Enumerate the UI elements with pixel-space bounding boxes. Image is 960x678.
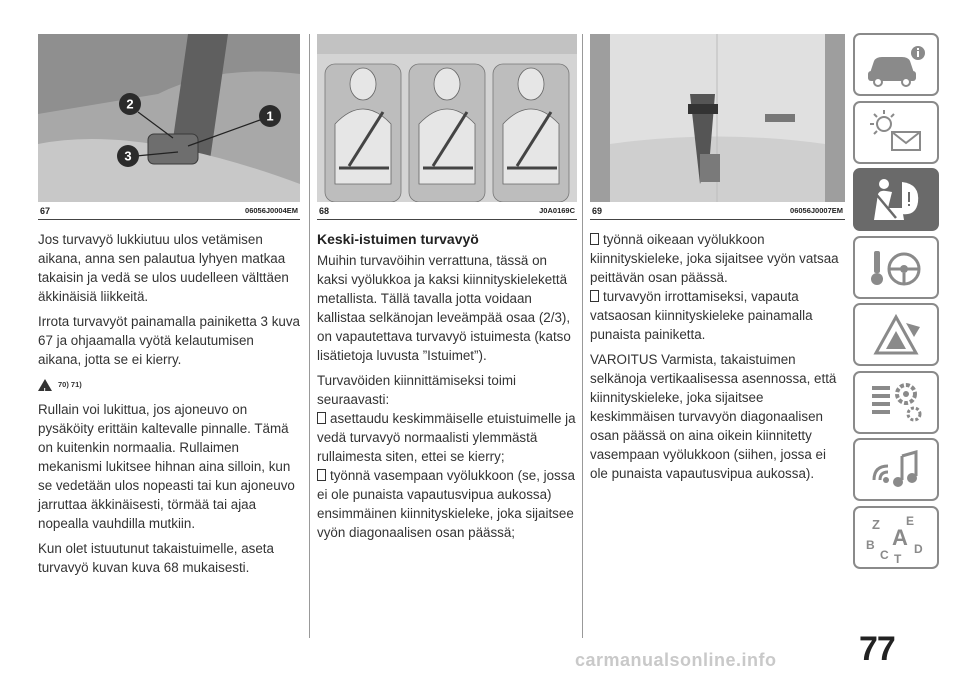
- tab-index[interactable]: [853, 506, 939, 569]
- section-heading: Keski-istuimen turvavyö: [317, 231, 479, 247]
- figure-code: J0A0169C: [539, 206, 575, 215]
- figure-code: 06056J0007EM: [790, 206, 843, 215]
- figure-number: 68: [319, 205, 330, 216]
- index-letter: D: [914, 542, 923, 556]
- watermark: carmanualsonline.info: [575, 650, 777, 670]
- dashboard-lights-icon: [862, 106, 930, 158]
- callout-3: 3: [124, 148, 132, 164]
- index-letter: A: [892, 525, 908, 550]
- index-letter: B: [866, 538, 875, 552]
- tab-starting-driving[interactable]: [853, 236, 939, 299]
- page-number: 77: [859, 630, 895, 668]
- figure-68-caption: [317, 202, 577, 220]
- maintenance-gears-icon: [862, 376, 930, 428]
- bullet-item: työnnä oikeaan vyölukkoon kiinnityskieleke, joka sijaitsee vyön vatsaa peittävän osan päässä.: [590, 230, 845, 287]
- bullet-item: työnnä vasempaan vyölukkoon (se, jossa ei ole punaista vapautusvipua aukossa) ensimmäinen kiinnityskieleke, joka sijaitsee vyön diagonaalisen osan päässä;: [317, 466, 577, 542]
- index-letter: Z: [872, 517, 880, 532]
- tab-safety[interactable]: [853, 168, 939, 231]
- figure-number: 69: [592, 205, 603, 216]
- figure-69-image: [590, 34, 845, 202]
- column-1-text: [38, 230, 300, 577]
- column-3-text: [590, 230, 845, 483]
- multimedia-icon: [862, 444, 930, 496]
- figure-number: 67: [40, 205, 51, 216]
- car-info-icon: [862, 39, 930, 91]
- paragraph: Jos turvavyö lukkiutuu ulos vetämisen aikana, anna sen palautua lyhyen matkaa takaisin ja vedä se ulos uudelleen välttäen äkkinäisiä liikkeitä.: [38, 232, 289, 304]
- tab-multimedia[interactable]: [853, 438, 939, 501]
- index-letter: E: [906, 514, 915, 528]
- bullet-item: asettaudu keskimmäiselle etuistuimelle ja vedä turvavyö normaalisti ylemmästä rullaimesta siten, ettei se kierry;: [317, 411, 576, 464]
- warning-ref-numbers: 70) 71): [58, 380, 82, 389]
- seatbelt-airbag-icon: [862, 174, 930, 226]
- column-2: [317, 34, 577, 548]
- tab-maintenance[interactable]: [853, 371, 939, 434]
- tab-dashboard-lights[interactable]: [853, 101, 939, 164]
- callout-1: 1: [266, 108, 274, 124]
- index-letter: C: [880, 548, 889, 562]
- tab-car-info[interactable]: [853, 33, 939, 96]
- column-2-text: [317, 230, 577, 542]
- paragraph: Rullain voi lukittua, jos ajoneuvo on pysäköity erittäin kaltevalle pinnalle. Tämä on kuitenkin normaalia. Rullaimen mekanismi lukitsee hihnan aina silloin, kun se vedetään ulos nopeasti tai kun ajoneuvo jarruttaa äkkinäisesti, törmää tai ajaa nopealla vauhdilla mutkiin.: [38, 402, 295, 531]
- figure-67-image: [38, 34, 300, 202]
- index-letter: T: [894, 552, 902, 563]
- column-divider: [582, 34, 583, 638]
- paragraph: Irrota turvavyöt painamalla painiketta 3 kuva 67 ja ohjaamalla vyötä kelautumisen aikana, jotta se ei kierry.: [38, 314, 301, 367]
- bullet-item: turvavyön irrottamiseksi, vapauta vatsaosan kiinnityskieleke painamalla punaista painiketta.: [590, 287, 845, 344]
- chapter-tabs: [853, 33, 939, 573]
- paragraph: Muihin turvavöihin verrattuna, tässä on kaksi vyölukkoa ja kaksi kiinnityskielekettä metallista. Tällä tavalla jotta voidaan kallistaa selkänojan leveämpää osaa (2/3), on vapautettava turvavyö istuimesta (katso lisätietoja luvusta ”Istuimet”).: [317, 253, 571, 363]
- column-3: [590, 34, 845, 489]
- column-divider: [309, 34, 310, 638]
- warning-triangle-icon: [862, 309, 930, 361]
- figure-67-caption: [38, 202, 300, 220]
- key-steering-icon: [862, 241, 930, 293]
- column-1: [38, 34, 300, 583]
- figure-69-caption: [590, 202, 845, 220]
- figure-code: 06056J0004EM: [245, 206, 298, 215]
- warning-reference: [38, 375, 300, 394]
- paragraph: Kun olet istuutunut takaistuimelle, aseta turvavyö kuvan kuva 68 mukaisesti.: [38, 541, 274, 575]
- paragraph: Turvavöiden kiinnittämiseksi toimi seuraavasti:: [317, 373, 516, 407]
- paragraph: VAROITUS Varmista, takaistuimen selkänoja vertikaalisessa asennossa, että kiinnityskieleke, joka sijaitsee keskimmäisen turvavyön diagonaalisen osan päässä on aina oikein kiinnitetty vasempaan vyölukkoon (siihen, jossa ei ole punaista vapautusvipua aukossa).: [590, 352, 837, 481]
- figure-68-image: [317, 34, 577, 202]
- index-letters-icon: [862, 511, 930, 563]
- callout-2: 2: [126, 96, 134, 112]
- tab-emergency[interactable]: [853, 303, 939, 366]
- warning-triangle-icon: !: [38, 379, 52, 391]
